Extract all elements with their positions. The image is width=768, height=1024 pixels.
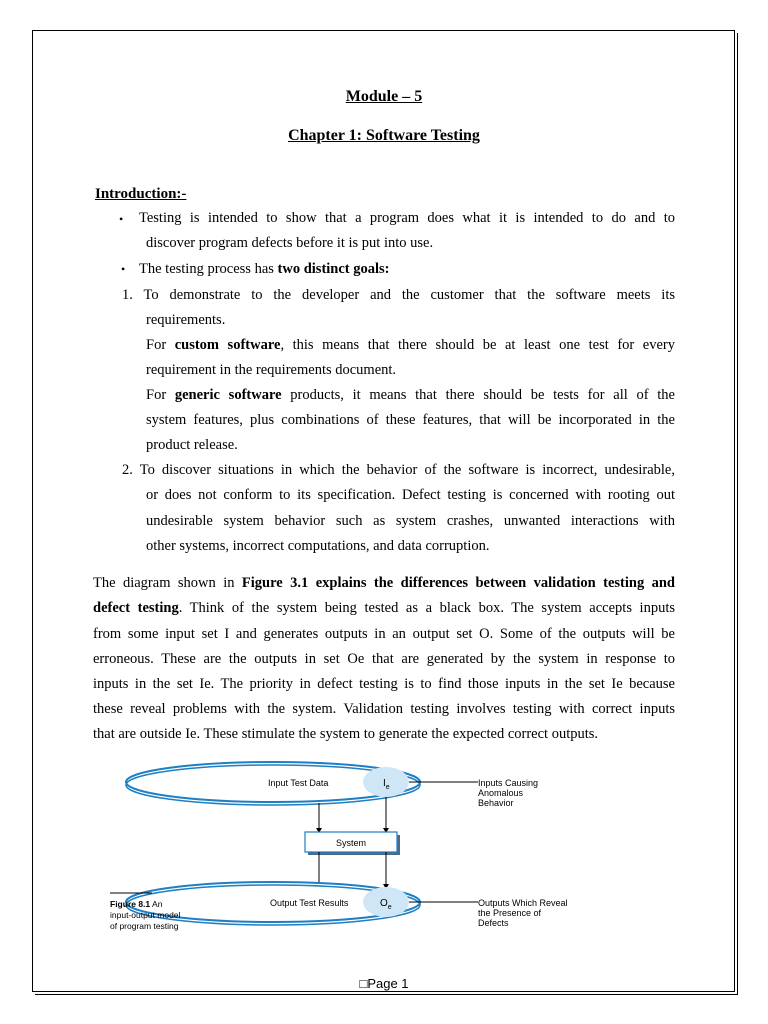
inputs-causing-label-3: Behavior [478, 798, 514, 808]
goal1-line1: 1. To demonstrate to the developer and the customer that the software meets its [122, 287, 675, 303]
generic-software-line3: product release. [146, 437, 238, 453]
page-number: □Page 1 [359, 976, 409, 991]
goal2-line4: other systems, incorrect computations, and data corruption. [146, 538, 490, 554]
inputs-causing-label-2: Anomalous [478, 788, 524, 798]
input-output-diagram [100, 760, 600, 940]
bullet1-line2: discover program defects before it is put into use. [146, 235, 434, 251]
bullet2-text: The testing process has two distinct goals: [139, 261, 390, 277]
output-test-results-label: Output Test Results [270, 898, 349, 908]
outputs-reveal-label-1: Outputs Which Reveal [478, 898, 568, 908]
goal2-line2: or does not conform to its specification. Defect testing is concerned with rooting out [146, 487, 675, 503]
chapter-title: Chapter 1: Software Testing [288, 127, 480, 144]
intro-heading: Introduction:- [95, 186, 187, 202]
goal2-line3: undesirable system behavior such as system crashes, unwanted interactions with [146, 513, 675, 529]
figure-caption-line2: input-output model [110, 910, 181, 920]
paragraph-line: that are outside Ie. These stimulate the system to generate the expected correct outputs. [93, 726, 599, 742]
generic-software-line: For generic software products, it means that there should be tests for all of the [146, 387, 675, 403]
custom-software-line: For custom software, this means that there should be at least one test for every [146, 337, 675, 353]
paragraph-line: erroneous. These are the outputs in set Oe that are generated by the system in response to [93, 651, 675, 667]
goal1-line2: requirements. [146, 312, 226, 328]
paragraph-line: defect testing. Think of the system being tested as a black box. The system accepts inputs [93, 600, 675, 616]
outputs-reveal-label-2: the Presence of [478, 908, 542, 918]
module-title: Module – 5 [345, 88, 423, 105]
outputs-reveal-label-3: Defects [478, 918, 509, 928]
bullet-marker: • [119, 212, 124, 226]
paragraph-line: from some input set I and generates outputs in an output set O. Some of the outputs will be [93, 626, 675, 642]
generic-software-line2: system features, plus combinations of these features, that will be incorporated in the [146, 412, 675, 428]
paragraph-line: The diagram shown in Figure 3.1 explains the differences between validation testing and [93, 575, 675, 591]
oe-label: $O_e$ [380, 898, 392, 911]
ie-label: $I_e$ [383, 778, 390, 791]
bullet1-line1: Testing is intended to show that a program does what it is intended to do and to [139, 210, 675, 226]
system-label: System [336, 838, 367, 848]
bullet-marker: • [121, 262, 126, 276]
ie-subset [363, 767, 409, 797]
custom-software-line2: requirement in the requirements document. [146, 362, 397, 378]
figure-caption-line3: of program testing [110, 921, 179, 931]
paragraph-line: these reveal problems with the system. Validation testing involves testing with correct inputs [93, 701, 675, 717]
inputs-causing-label-1: Inputs Causing [478, 778, 539, 788]
goal2-line1: 2. To discover situations in which the behavior of the software is incorrect, undesirable, [122, 462, 675, 478]
input-test-data-label: Input Test Data [268, 778, 329, 788]
figure-caption-line1: Figure 8.1 An [110, 899, 163, 909]
paragraph-line: inputs in the set Ie. The priority in defect testing is to find those inputs in the set Ie because [93, 676, 675, 692]
